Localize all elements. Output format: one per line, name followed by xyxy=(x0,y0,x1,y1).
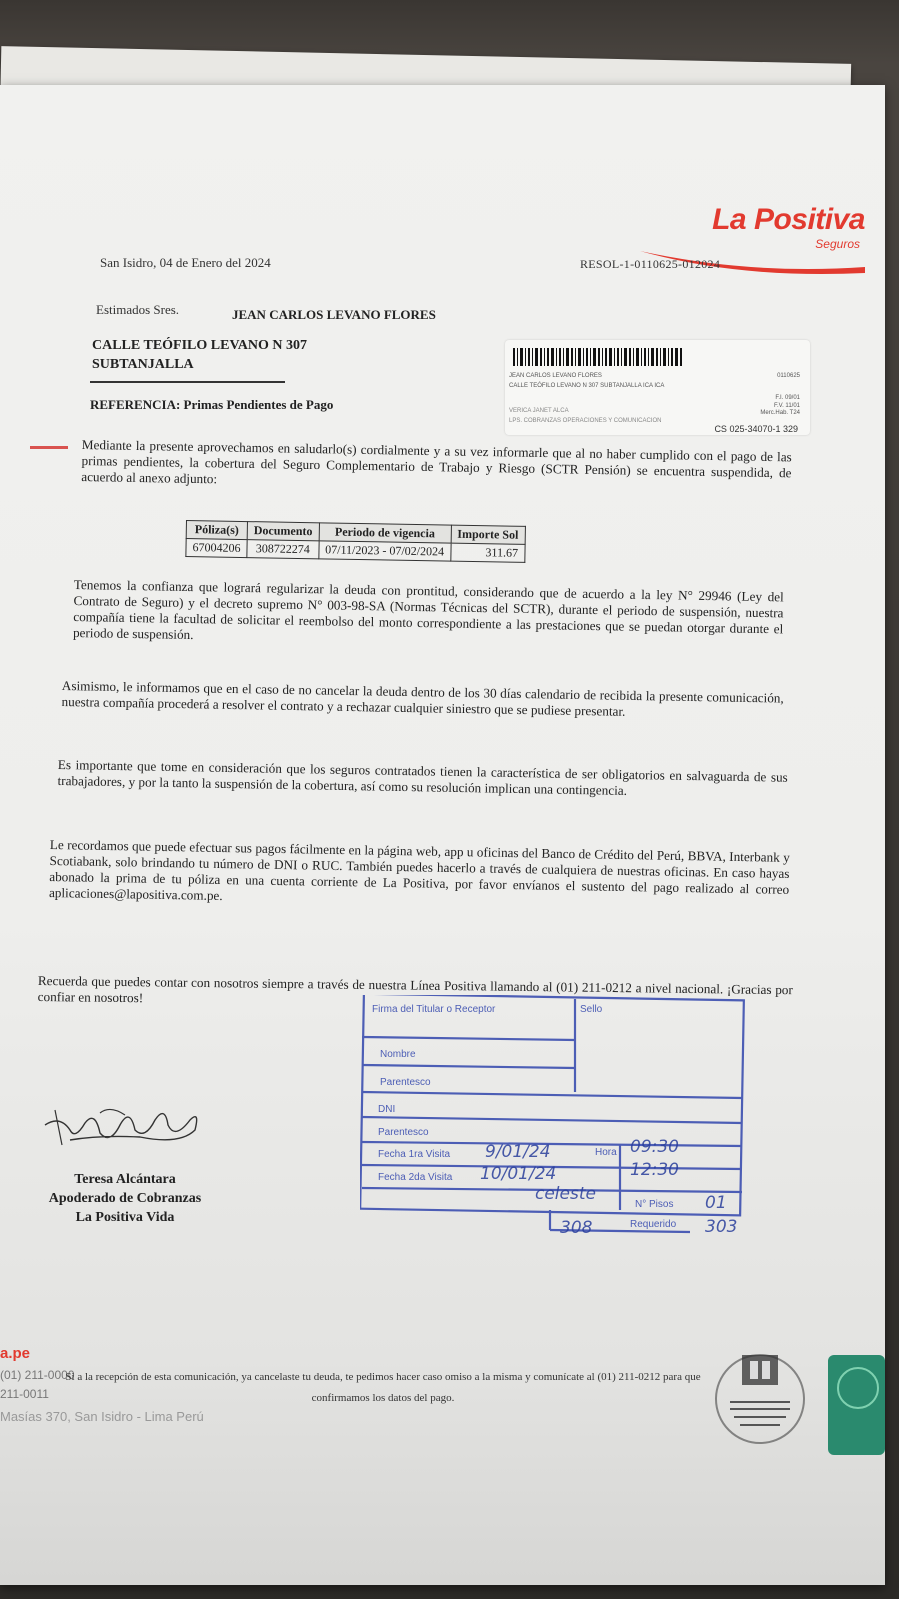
resolution-number: RESOL-1-0110625-012024 xyxy=(580,257,721,271)
paragraph-regularize: Tenemos la confianza que logrará regularizar la deuda con prontitud, considerando que de acuerdo a la ley N° 29946 (Ley del Contrato de Seguro) y el decreto supremo N° 003-98-SA (Normas Técnicas del SCTR), durante el periodo de suspensión, nuestra compañía tiene la facultad de solicitar el reembolso del monto correspondiente a las prestaciones que se puedan otorgar durante el periodo de suspensión. xyxy=(72,577,784,643)
stamp-field-time: Hora xyxy=(595,1147,617,1158)
footer-phone-2: 211-0011 xyxy=(0,1387,49,1401)
label-code: 0110625 xyxy=(777,373,800,379)
label-address: CALLE TEÓFILO LEVANO N 307 SUBTANJALLA ICA ICA xyxy=(509,383,665,389)
paragraph-closing: Recuerda que puedes contar con nosotros siempre a través de nuestra Línea Positiva llamando al (01) 211-0212 a nivel nacional. ¡Gracias por confiar en nosotros! xyxy=(37,973,793,1006)
table-cell: 67004206 xyxy=(186,539,247,558)
stamp-hw-required: 303 xyxy=(705,1217,738,1237)
address-line-2: SUBTANJALLA xyxy=(92,357,194,372)
letter-date: San Isidro, 04 de Enero del 2024 xyxy=(100,255,271,270)
letter-page xyxy=(0,85,885,1585)
label-merc: Merc.Hab. T24 xyxy=(760,410,800,416)
recipient-name: JEAN CARLOS LEVANO FLORES xyxy=(232,307,436,322)
certification-seal-icon xyxy=(700,1347,820,1447)
paragraph-payment: Le recordamos que puede efectuar sus pagos fácilmente en la página web, app u oficinas del Banco de Crédito del Perú, BBVA, Interbank y Scotiabank, solo brindando tu número de DNI o RUC. También puedes hacerlo a través de cualquiera de nuestras oficinas. En caso hayas abonado la prima de tu póliza en una cuenta corriente de La Positiva, por favor envíanos el sustento del pago realizado al correo aplicaciones@lapositiva.com.pe. xyxy=(48,837,790,904)
policy-table xyxy=(185,520,525,563)
address-underline xyxy=(90,381,285,383)
stamp-hw-date1: 9/01/24 xyxy=(485,1142,551,1162)
handwritten-signature xyxy=(40,1095,205,1155)
table-header: Póliza(s) xyxy=(186,521,247,540)
mail-label xyxy=(505,340,810,435)
stamp-hw-date2: 10/01/24 xyxy=(480,1164,557,1184)
table-header: Documento xyxy=(247,522,319,541)
signatory-name: Teresa Alcántara xyxy=(74,1172,176,1187)
red-margin-mark xyxy=(30,446,68,449)
green-certificate-badge xyxy=(828,1355,885,1455)
footer-website: a.pe xyxy=(0,1345,31,1362)
stamp-field-relationship: Parentesco xyxy=(380,1077,431,1088)
greeting: Estimados Sres. xyxy=(96,302,180,317)
stamp-hw-number: 308 xyxy=(560,1218,593,1238)
badge-emblem-icon xyxy=(837,1367,879,1409)
stamp-field-relationship-2: Parentesco xyxy=(378,1127,429,1138)
brand-logo-sub: Seguros xyxy=(815,237,860,251)
barcode-icon xyxy=(513,348,683,366)
table-cell: 07/11/2023 - 07/02/2024 xyxy=(319,541,451,561)
stamp-field-visit-2: Fecha 2da Visita xyxy=(378,1172,453,1183)
signatory-block xyxy=(20,1170,230,1227)
stamp-field-signature: Firma del Titular o Receptor xyxy=(372,1004,496,1015)
delivery-stamp xyxy=(360,995,752,1250)
table-header: Periodo de vigencia xyxy=(319,523,451,543)
paragraph-termination: Asimismo, le informamos que en el caso de no cancelar la deuda dentro de los 30 días calendario de recibida la presente comunicación, nuestra compañía procederá a resolver el contrato y a rechazar cualquier siniestro que se pudiese presentar. xyxy=(61,678,784,719)
stamp-field-name: Nombre xyxy=(380,1049,416,1060)
stamp-field-floors: N° Pisos xyxy=(635,1199,674,1210)
stamp-field-required: Requerido xyxy=(630,1219,677,1230)
stamp-field-seal: Sello xyxy=(580,1004,603,1015)
paragraph-intro: Mediante la presente aprovechamos en saludarlo(s) cordialmente y a su vez informarle que al no haber cumplido con el pago de las primas pendientes, la cobertura del Seguro Complementario de Trabajo y Riesgo (SCTR Pensión) se encuentra suspendida, de acuerdo al anexo adjunto: xyxy=(81,437,792,487)
address-line-1: CALLE TEÓFILO LEVANO N 307 xyxy=(92,338,307,353)
signatory-company: La Positiva Vida xyxy=(75,1210,175,1225)
stamp-field-visit-1: Fecha 1ra Visita xyxy=(378,1149,451,1160)
footer-address: Masías 370, San Isidro - Lima Perú xyxy=(0,1409,204,1424)
stamp-hw-time2: 12:30 xyxy=(630,1160,679,1180)
label-sender-dept: LPS. COBRANZAS OPERACIONES Y COMUNICACION xyxy=(509,418,662,424)
label-fv: F.V. 11/01 xyxy=(773,403,800,409)
table-header: Importe Sol xyxy=(451,525,525,544)
label-fi: F.I. 09/01 xyxy=(775,395,800,401)
signatory-role: Apoderado de Cobranzas xyxy=(48,1191,202,1206)
footer-phone-1: (01) 211-0000 xyxy=(0,1368,75,1382)
brand-logo: La Positiva xyxy=(712,203,865,236)
stamp-hw-time1: 09:30 xyxy=(630,1137,679,1157)
table-cell: 311.67 xyxy=(450,543,524,562)
table-cell: 308722274 xyxy=(247,540,319,559)
label-sender: VERICA JANET ALCA xyxy=(509,408,569,414)
stamp-field-dni: DNI xyxy=(378,1104,396,1115)
label-cs: CS 025-34070-1 329 xyxy=(714,424,798,434)
reference-line: REFERENCIA: Primas Pendientes de Pago xyxy=(90,397,334,412)
stamp-hw-floors: 01 xyxy=(705,1193,727,1213)
label-name: JEAN CARLOS LEVANO FLORES xyxy=(509,373,602,379)
paragraph-importance: Es importante que tome en consideración que los seguros contratados tienen la característica de ser obligatorios en salvaguarda de sus trabajadores, y por la tanto la suspensión de la cobertura, así como su resolución implican una contingencia. xyxy=(57,757,788,798)
footer-note: Si a la recepción de esta comunicación, ya cancelaste tu deuda, te pedimos hacer caso omiso a la misma y comunícate al (01) 211-0212 para que confirmamos los datos del pago. xyxy=(65,1371,701,1404)
stamp-hw-color: celeste xyxy=(535,1184,596,1204)
